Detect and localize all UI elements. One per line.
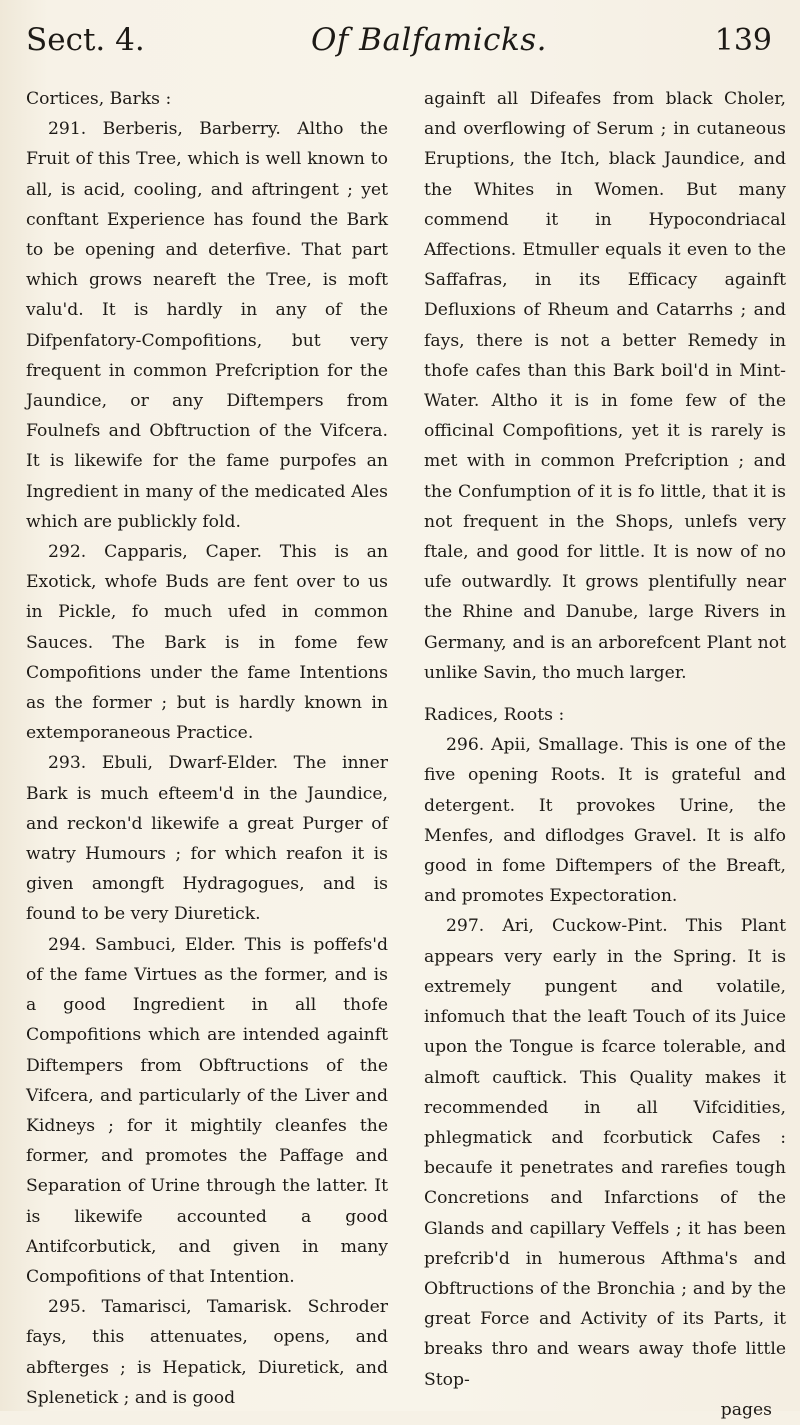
entry-291-berberis: 291. Berberis, Barberry. Altho the Fruit of this Tree, which is well known to all, is acid, cooling, and aftringent ; yet conftant Experience has found the Bark to be opening and deterfive. That part which grows neareft the Tree, is moft valu'd. It is hardly in any of the Difpenfatory-Compofitions, but very frequent in common Prefcription for the Jaundice, or any Diftempers from Foulnefs and Obftruction of the Vifcera. It is likewife for the fame purpofes an Ingredient in many of the medicated Ales which are publickly fold. bbox=[26, 119, 388, 532]
entry-295-tamarisci: 295. Tamarisci, Tamarisk. Schroder fays, this attenuates, opens, and abfterges ; is Hepatick, Diuretick, and Splenetick ; and is good bbox=[26, 1297, 388, 1408]
section-number: Sect. 4. bbox=[26, 22, 145, 58]
entry-296-apii: 296. Apii, Smallage. This is one of the five opening Roots. It is grateful and detergent. It provokes Urine, the Menfes, and diflodges Gravel. It is alfo good in fome Diftempers of the Breaft, and promotes Expectoration. bbox=[424, 735, 786, 907]
entry-295-continued: againft all Difeafes from black Choler, and overflowing of Serum ; in cutaneous Eruptions, the Itch, black Jaundice, and the Whites in Women. But many commend it in Hypocondriacal Affections. Etmuller equals it even to the Saffafras, in its Efficacy againft Defluxions of Rheum and Catarrhs ; and fays, there is not a better Remedy in thofe cafes than this Bark boil'd in Mint-Water. Altho it is in fome few of the officinal Compofitions, yet it is rarely is met with in common Prefcription ; and the Confumption of it is fo little, that it is not frequent in the Shops, unlefs very ftale, and good for little. It is now of no ufe outwardly. It grows plentifully near the Rhine and Danube, large Rivers in Germany, and is an arborefcent Plant not unlike Savin, tho much larger. bbox=[424, 89, 786, 683]
text-columns bbox=[26, 84, 786, 1425]
left-column bbox=[26, 84, 388, 1425]
running-title: Of Balfamicks. bbox=[310, 22, 548, 58]
heading-cortices: Cortices, Barks : bbox=[26, 89, 172, 109]
running-head bbox=[26, 22, 786, 66]
entry-297-ari: 297. Ari, Cuckow-Pint. This Plant appears very early in the Spring. It is extremely pungent and volatile, infomuch that the leaft Touch of its Juice upon the Tongue is fcarce tolerable, and almoft cauftick. This Quality makes it recommended in all Vifcidities, phlegmatick and fcorbutick Cafes : becaufe it penetrates and rarefies tough Concretions and Infarctions of the Glands and capillary Veffels ; it has been prefcrib'd in humerous Afthma's and Obftructions of the Bronchia ; and by the great Force and Activity of its Parts, it breaks thro and wears away thofe little Stop- bbox=[424, 916, 786, 1390]
entry-292-capparis: 292. Capparis, Caper. This is an Exotick, whofe Buds are fent over to us in Pickle, fo much ufed in common Sauces. The Bark is in fome few Compofitions under the fame Intentions as the former ; but is hardly known in extemporaneous Practice. bbox=[26, 542, 388, 744]
heading-radices: Radices, Roots : bbox=[424, 705, 565, 726]
page-number: 139 bbox=[714, 23, 772, 58]
entry-293-ebuli: 293. Ebuli, Dwarf-Elder. The inner Bark is much efteem'd in the Jaundice, and reckon'd likewife a great Purger of watry Humours ; for which reafon it is given amongft Hydragogues, and is found to be very Diuretick. bbox=[26, 753, 388, 925]
catchword: pages bbox=[720, 1399, 772, 1420]
right-column bbox=[424, 84, 786, 1425]
entry-294-sambuci: 294. Sambuci, Elder. This is poffefs'd of the fame Virtues as the former, and is a good Ingredient in all thofe Compofitions which are intended againft Diftempers from Obftructions of the Vifcera, and particularly of the Liver and Kidneys ; for it mightily cleanfes the former, and promotes the Paffage and Separation of Urine through the latter. It is likewife accounted a good Antifcorbutick, and given in many Compofitions of that Intention. bbox=[26, 934, 388, 1287]
